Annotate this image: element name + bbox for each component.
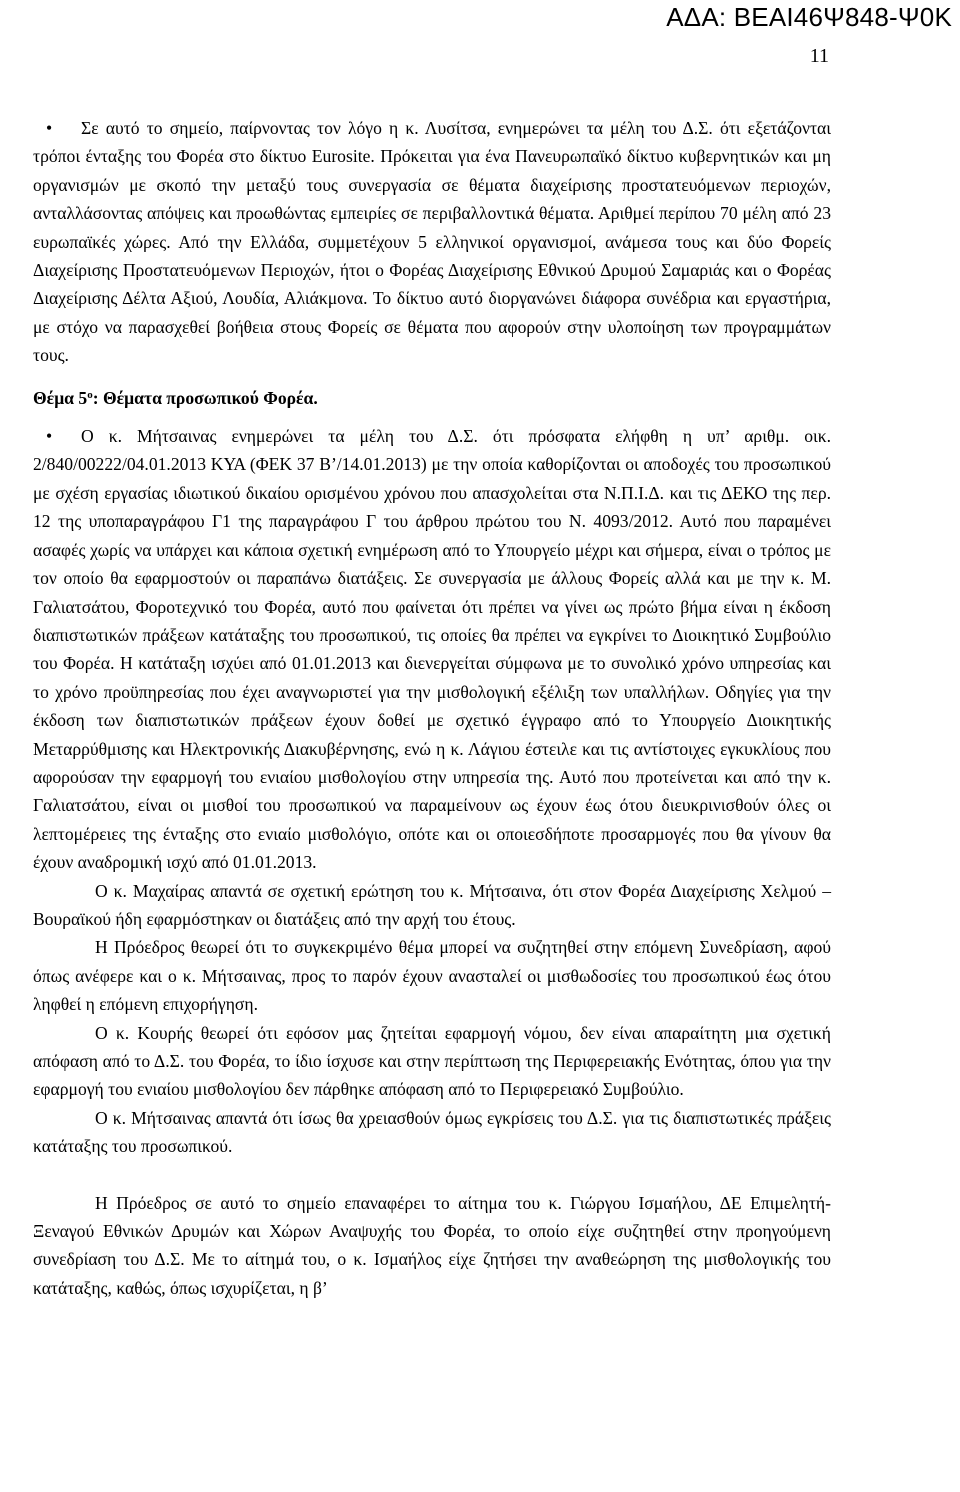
paragraph-president-1: Η Πρόεδρος θεωρεί ότι το συγκεκριμένο θέμα μπορεί να συζητηθεί στην επόμενη Συνεδρίαση, αφού όπως ανέφερε και ο κ. Μήτσαινας, προς το παρόν έχουν ανασταλεί οι μισθωδοσίες του προσωπικού έως ότου ληφθεί η επόμενη επιχορήγηση. [33, 937, 831, 1015]
bullet-icon: • [46, 118, 53, 138]
section-heading [33, 384, 831, 412]
paragraph-mitsainas: Ο κ. Μήτσαινας απαντά ότι ίσως θα χρειασθούν όμως εγκρίσεις του Δ.Σ. για τις διαπιστωτικές πράξεις κατάταξης του προσωπικού. [33, 1107, 831, 1157]
paragraph-kouris: Ο κ. Κουρής θεωρεί ότι εφόσον μας ζητείται εφαρμογή νόμου, δεν είναι απαραίτητη μια σχετική απόφαση από το Δ.Σ. του Φορέα, το ίδιο ίσχυσε και στην περίπτωση της Περιφερειακής Ενότητας, όπου για την εφαρμογή του ενιαίου μισθολογίου δεν πάρθηκε απόφαση από το Περιφερειακό Συμβούλιο. [33, 1022, 831, 1100]
paragraph-kya [33, 422, 831, 877]
bullet-icon: • [46, 426, 53, 447]
document-body [33, 114, 831, 1302]
ada-code: ΑΔΑ: ΒΕΑΙ46Ψ848-Ψ0Κ [666, 2, 952, 32]
paragraph-president-2: Η Πρόεδρος σε αυτό το σημείο επαναφέρει το αίτημα του κ. Γιώργου Ισμαήλου, ΔΕ Επιμελητή-Ξεναγού Εθνικών Δρυμών και Χώρων Αναψυχής του Φορέα, το οποίο είχε συζητηθεί στην προηγούμενη συνεδρίαση του Δ.Σ. Με το αίτημά του, ο κ. Ισμαήλος είχε ζητήσει την αναθεώρηση της μισθολογικής του κατάταξης, καθώς, όπως ισχυρίζεται, η β’ [33, 1192, 831, 1298]
heading-prefix: Θέμα 5 [33, 387, 88, 408]
paragraph-eurosite-text: Σε αυτό το σημείο, παίρνοντας τον λόγο η κ. Λυσίτσα, ενημερώνει τα μέλη του Δ.Σ. ότι εξετάζονται τρόποι ένταξης του Φορέα στο δίκτυο Eurosite. Πρόκειται για ένα Πανευρωπαϊκό δίκτυο κυβερνητικών και μη οργανισμών με σκοπό την μεταξύ τους συνεργασία σε θέματα διαχείρισης προστατευόμενων περιοχών, ανταλλάσοντας απόψεις και προωθώντας εμπειρίες σε περιβαλλοντικά θέματα. Αριθμεί περίπου 70 μέλη από 23 ευρωπαϊκές χώρες. Από την Ελλάδα, συμμετέχουν 5 ελληνικοί οργανισμοί, ανάμεσα τους και δύο Φορείς Διαχείρισης Προστατευόμενων Περιοχών, ήτοι ο Φορέας Διαχείρισης Εθνικού Δρυμού Σαμαριάς και ο Φορέας Διαχείρισης Δέλτα Αξιού, Λουδία, Αλιάκμονα. Το δίκτυο αυτό διοργανώνει διάφορα συνέδρια και εργαστήρια, με στόχο να παρασχεθεί βοήθεια στους Φορείς σε θέματα που αφορούν στην υλοποίηση των προγραμμάτων τους. [33, 118, 831, 366]
heading-superscript: ο [87, 388, 93, 401]
paragraph-gap [33, 1161, 831, 1189]
paragraph-eurosite [33, 114, 831, 370]
page-number: 11 [809, 45, 829, 67]
heading-suffix: : Θέματα προσωπικού Φορέα. [92, 387, 318, 408]
paragraph-kya-text: Ο κ. Μήτσαινας ενημερώνει τα μέλη του Δ.Σ. ότι πρόσφατα ελήφθη η υπ’ αριθμ. οικ. 2/840/00222/04.01.2013 ΚΥΑ (ΦΕΚ 37 Β’/14.01.2013) με την οποία καθορίζονται οι αποδοχές του προσωπικού με σχέση εργασίας ιδιωτικού δικαίου ορισμένου χρόνου που απασχολείται στα Ν.Π.Ι.Δ. και τις ΔΕΚΟ της περ. 12 της υποπαραγράφου Γ1 της παραγράφου Γ του άρθρου πρώτου του Ν. 4093/2012. Αυτό που παραμένει ασαφές χωρίς να υπάρχει και κάποια σχετική ενημέρωση από το Υπουργείο μέχρι και σήμερα, είναι ο τρόπος με τον οποίο θα εφαρμοστούν οι παραπάνω διατάξεις. Σε συνεργασία με άλλους Φορείς αλλά και με την κ. Μ. Γαλιατσάτου, Φοροτεχνικό του Φορέα, αυτό που φαίνεται ότι πρέπει να γίνει ως πρώτο βήμα είναι η έκδοση διαπιστωτικών πράξεων κατάταξης του προσωπικού, τις οποίες θα πρέπει να εγκρίνει το Διοικητικό Συμβούλιο του Φορέα. Η κατάταξη ισχύει από 01.01.2013 και διενεργείται σύμφωνα με το συνολικό χρόνο υπηρεσίας και το χρόνο προϋπηρεσίας που έχει αναγνωριστεί για την μισθολογική εξέλιξη των υπαλλήλων. Οδηγίες για την έκδοση των διαπιστωτικών πράξεων έχουν δοθεί με σχετικό έγγραφο από το Υπουργείο Διοικητικής Μεταρρύθμισης και Ηλεκτρονικής Διακυβέρνησης, ενώ η κ. Λάγιου έστειλε και τις αντίστοιχες εγκυκλίους που αφορούσαν την εφαρμογή του ενιαίου μισθολογίου στην υπηρεσία της. Αυτό που προτείνεται και από την κ. Γαλιατσάτου, είναι οι μισθοί του προσωπικού να παραμείνουν ως έχουν έως ότου διευκρινισθούν όλες οι λεπτομέρειες της ένταξης στο ενιαίο μισθολόγιο, οπότε και οι οποιεσδήποτε προσαρμογές που θα γίνουν θα έχουν αναδρομική ισχύ από 01.01.2013. [33, 426, 831, 873]
paragraph-machairas: Ο κ. Μαχαίρας απαντά σε σχετική ερώτηση του κ. Μήτσαινα, ότι στον Φορέα Διαχείρισης Χελμού – Βουραϊκού ήδη εφαρμόστηκαν οι διατάξεις από την αρχή του έτους. [33, 880, 831, 929]
